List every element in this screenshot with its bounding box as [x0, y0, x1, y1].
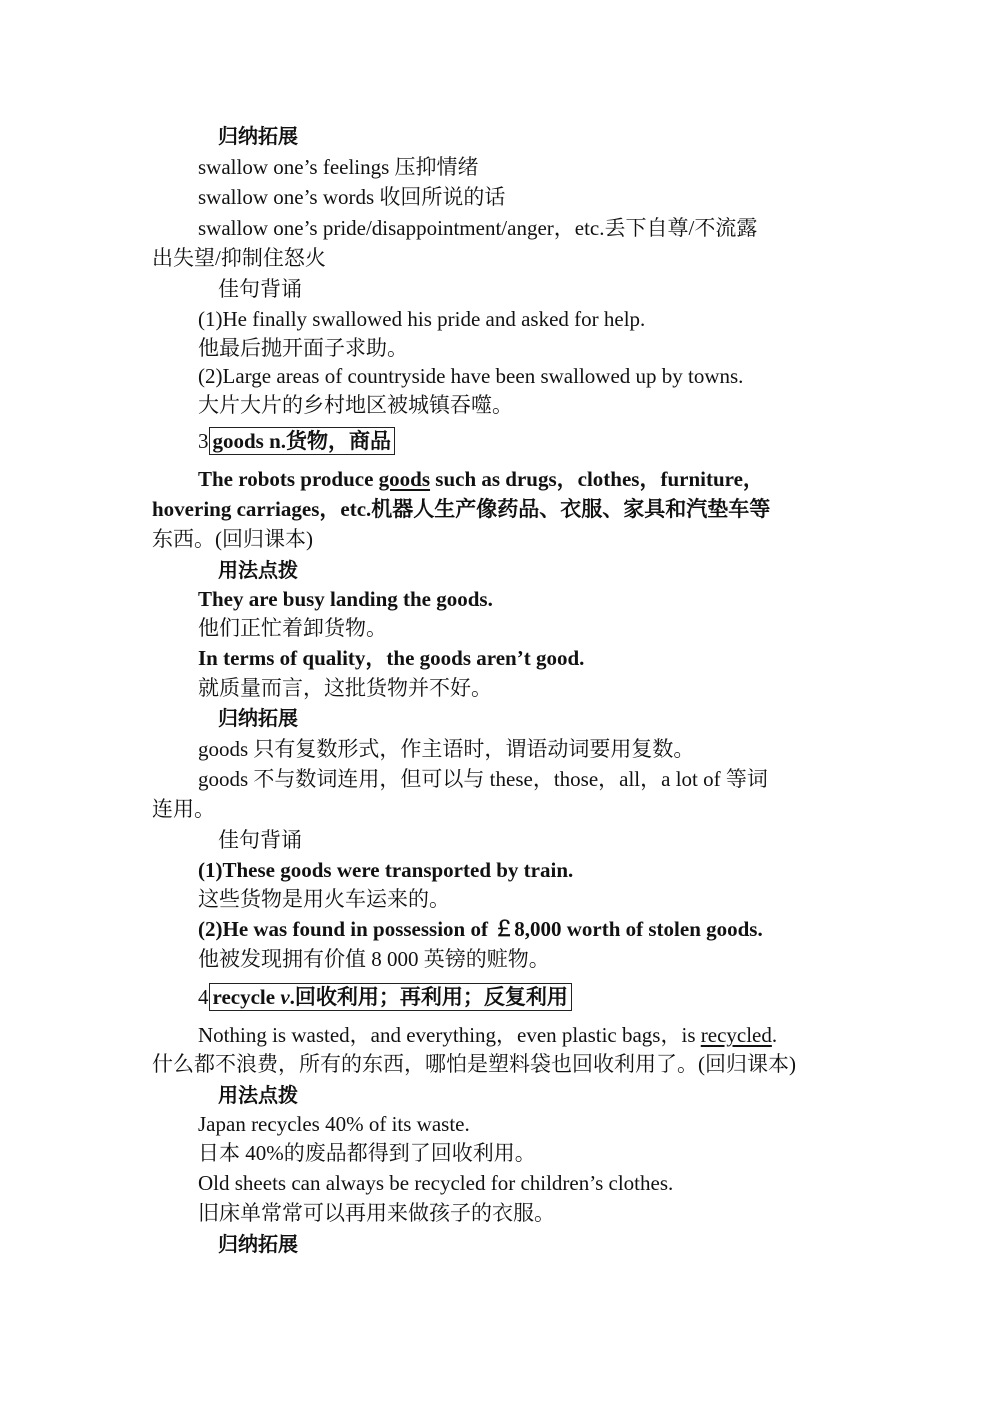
entry-title-recycle	[198, 982, 572, 1012]
section-heading: 归纳拓展	[218, 706, 298, 730]
section-heading: 归纳拓展	[218, 1232, 298, 1256]
usage-translation: 他们正忙着卸货物。	[198, 616, 387, 640]
section-heading: 用法点拨	[218, 1083, 298, 1107]
section-heading: 佳句背诵	[218, 828, 302, 852]
textbook-example-line2: hovering carriages，etc.机器人生产像药品、衣服、家具和汽垫车等	[152, 497, 771, 521]
example-translation: 大片大片的乡村地区被城镇吞噬。	[198, 393, 513, 417]
keyword: goods	[378, 467, 431, 491]
entry-title-box: recycle v.回收利用；再利用；反复利用	[209, 983, 572, 1011]
example-sentence: (1)These goods were transported by train.	[198, 858, 574, 882]
example-sentence: (2)He was found in possession of ￡8,000 worth of stolen goods.	[198, 917, 763, 941]
textbook-example-line3: 东西。(回归课本)	[152, 527, 313, 551]
section-heading: 归纳拓展	[218, 124, 298, 148]
keyword: recycled	[700, 1023, 772, 1047]
extension-note: goods 只有复数形式，作主语时，谓语动词要用复数。	[198, 737, 695, 761]
entry-title-goods	[198, 426, 395, 456]
example-post: such as drugs，clothes，furniture，	[430, 467, 764, 491]
phrase-line: swallow one’s feelings 压抑情绪	[198, 155, 479, 179]
entry-number: 4	[198, 985, 209, 1009]
textbook-example	[198, 464, 764, 494]
usage-example: In terms of quality，the goods aren’t good.	[198, 646, 585, 670]
textbook-example: Nothing is wasted，and everything，even plastic bags，is recycled.	[198, 1023, 778, 1047]
section-heading: 用法点拨	[218, 558, 298, 582]
extension-note: goods 不与数词连用，但可以与 these，those，all，a lot of 等词	[198, 767, 768, 791]
phrase-line: 出失望/抑制住怒火	[152, 246, 326, 270]
example-sentence: (1)He finally swallowed his pride and asked for help.	[198, 307, 646, 331]
example-pre: The robots produce	[198, 467, 379, 491]
phrase-line: swallow one’s pride/disappointment/anger，etc.丢下自尊/不流露	[198, 216, 758, 240]
usage-translation: 就质量而言，这批货物并不好。	[198, 676, 492, 700]
phrase-line: swallow one’s words 收回所说的话	[198, 185, 506, 209]
extension-note-cont: 连用。	[152, 797, 215, 821]
entry-number: 3	[198, 429, 209, 453]
section-heading: 佳句背诵	[218, 277, 302, 301]
usage-example: They are busy landing the goods.	[198, 587, 493, 611]
textbook-translation: 什么都不浪费，所有的东西，哪怕是塑料袋也回收利用了。(回归课本)	[152, 1052, 796, 1076]
entry-title-box: goods n.货物，商品	[209, 427, 396, 455]
usage-translation: 旧床单常常可以再用来做孩子的衣服。	[198, 1201, 555, 1225]
example-sentence: (2)Large areas of countryside have been swallowed up by towns.	[198, 364, 744, 388]
usage-example: Japan recycles 40% of its waste.	[198, 1112, 470, 1136]
example-translation: 这些货物是用火车运来的。	[198, 887, 450, 911]
example-translation: 他被发现拥有价值 8 000 英镑的赃物。	[198, 947, 550, 971]
usage-translation: 日本 40%的废品都得到了回收利用。	[198, 1141, 536, 1165]
usage-example: Old sheets can always be recycled for children’s clothes.	[198, 1171, 674, 1195]
example-translation: 他最后抛开面子求助。	[198, 336, 408, 360]
